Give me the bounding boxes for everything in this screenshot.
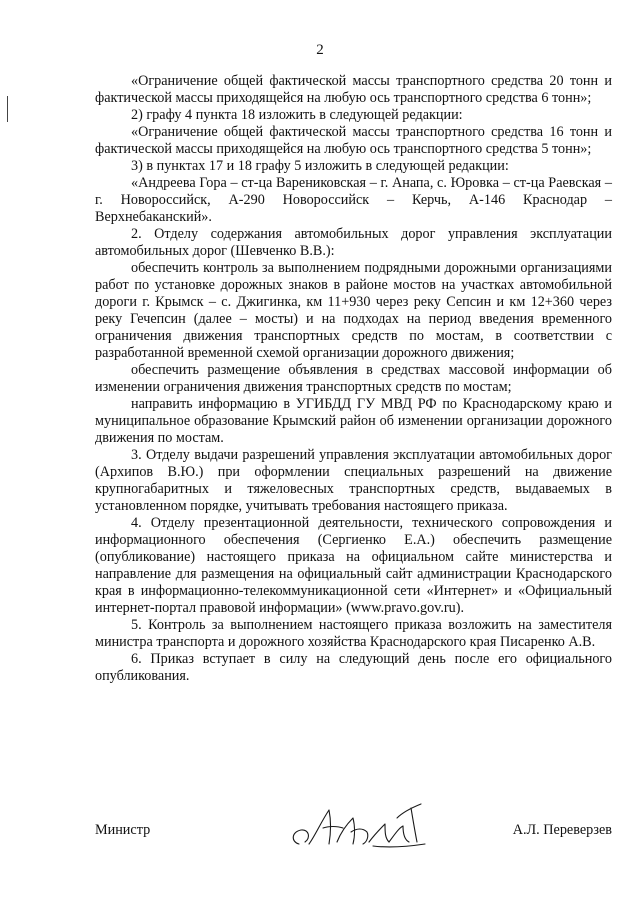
signer-title: Министр [95, 822, 151, 838]
margin-scan-mark [7, 96, 8, 122]
paragraph-item-2: 2) графу 4 пункта 18 изложить в следующей редакции: [131, 107, 463, 123]
paragraph-control-works: обеспечить контроль за выполнением подрядными дорожными организациями работ по установке дорожных знаков в районе мостов на участках автомобильной дороги г. Крымск – с. Джигинка, км 11+930 через реку Сепсин и км 12+360 через реку Гечепсин (далее – мосты) и на подходах на период введения временного ограничения движения транспортных средств по мостам, в соответствии с разработанной временной схемой организации дорожного движения; [95, 260, 612, 361]
document-body [95, 73, 612, 685]
paragraph-limit-16t: «Ограничение общей фактической массы транспортного средства 16 тонн и фактической массы приходящейся на любую ось транспортного средства 5 тонн»; [95, 124, 612, 157]
signature-block [95, 806, 612, 866]
signature-icon [285, 798, 445, 854]
paragraph-section-2: 2. Отделу содержания автомобильных дорог управления эксплуатации автомобильных дорог (Шевченко В.В.): [95, 226, 612, 259]
paragraph-section-3: 3. Отделу выдачи разрешений управления эксплуатации автомобильных дорог (Архипов В.Ю.) при оформлении специальных разрешений на движение крупногабаритных и тяжеловесных транспортных средств, выдаваемых в установленном порядке, учитывать требования настоящего приказа. [95, 447, 612, 514]
paragraph-media-notice: обеспечить размещение объявления в средствах массовой информации об изменении ограничения движения транспортных средств по мостам; [95, 362, 612, 395]
page-number: 2 [316, 42, 324, 58]
paragraph-send-info: направить информацию в УГИБДД ГУ МВД РФ по Краснодарскому краю и муниципальное образование Крымский район об изменении организации дорожного движения по мостам. [95, 396, 612, 446]
paragraph-section-4: 4. Отделу презентационной деятельности, технического сопровождения и информационного обеспечения (Сергиенко Е.А.) обеспечить размещение (опубликование) настоящего приказа на официальном сайте министерства и направление для размещения на официальный сайт администрации Краснодарского края в информационно-телекоммуникационной сети «Интернет» и «Официальный интернет-портал правовой информации» (www.pravo.gov.ru). [95, 515, 612, 616]
paragraph-section-6: 6. Приказ вступает в силу на следующий день после его официального опубликования. [95, 651, 612, 684]
signer-name: А.Л. Переверзев [512, 822, 612, 838]
paragraph-section-5: 5. Контроль за выполнением настоящего приказа возложить на заместителя министра транспорта и дорожного хозяйства Краснодарского края Писаренко А.В. [95, 617, 612, 650]
paragraph-item-3: 3) в пунктах 17 и 18 графу 5 изложить в следующей редакции: [131, 158, 509, 174]
paragraph-limit-20t: «Ограничение общей фактической массы транспортного средства 20 тонн и фактической массы приходящейся на любую ось транспортного средства 6 тонн»; [95, 73, 612, 106]
paragraph-route: «Андреева Гора – ст-ца Варениковская – г. Анапа, с. Юровка – ст-ца Раевская – г. Новороссийск, А-290 Новороссийск – Керчь, А-146 Краснодар – Верхнебаканский». [95, 175, 612, 225]
